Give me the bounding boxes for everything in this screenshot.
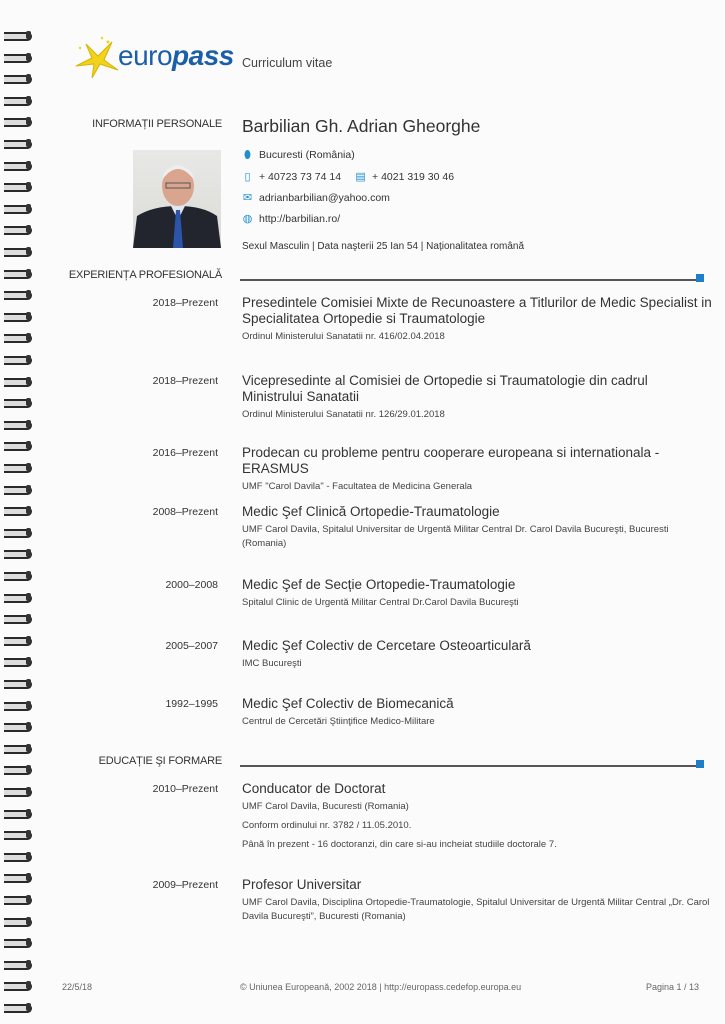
star-figure-icon	[72, 36, 122, 80]
binding-coil	[4, 937, 38, 947]
location-row	[242, 149, 355, 161]
entry-date: 2000–2008	[165, 579, 218, 591]
binding-coil	[4, 224, 38, 234]
entry-date: 2018–Prezent	[152, 297, 218, 309]
binding-coil	[4, 548, 38, 558]
education-heading: EDUCAȚIE ŞI FORMARE	[98, 755, 222, 767]
experience-heading: EXPERIENȚA PROFESIONALĂ	[68, 269, 222, 281]
entry-detail: Ordinul Ministerului Sanatatii nr. 416/02.04.2018	[242, 331, 445, 342]
entry-title: Prodecan cu probleme pentru cooperare europeana si internationala - ERASMUS	[242, 445, 660, 476]
europass-logo	[72, 36, 232, 80]
binding-coil	[4, 808, 38, 818]
website-row	[242, 213, 340, 225]
binding-coil	[4, 721, 38, 731]
binding-coil	[4, 678, 38, 688]
document-title: Curriculum vitae	[242, 56, 333, 70]
footer-date: 22/5/18	[62, 982, 93, 992]
footer-copyright: © Uniunea Europeană, 2002 2018 | http://europass.cedefop.europa.eu	[240, 982, 522, 992]
binding-coil	[4, 786, 38, 796]
divider-marker	[696, 760, 704, 768]
entry-detail: UMF "Carol Davila" - Facultatea de Medicina Generala	[242, 481, 473, 492]
entry-detail: IMC Bucureşti	[242, 658, 302, 669]
binding-coil	[4, 484, 38, 494]
binding-coil	[4, 505, 38, 515]
person-photo-icon	[133, 150, 221, 248]
binding-coil	[4, 95, 38, 105]
landline-phone-icon: ▤	[355, 170, 366, 183]
binding-coil	[4, 397, 38, 407]
binding-coil	[4, 52, 38, 62]
entry-title: Medic Şef Colectiv de Biomecanică	[242, 696, 454, 711]
entry-title: Medic Şef Colectiv de Cercetare Osteoarticulară	[242, 638, 531, 653]
entry-detail: UMF Carol Davila, Disciplina Ortopedie-Traumatologie, Spitalul Universitar de Urgentă Militar Central „Dr. Carol Davila Bucureşti”, Bucuresti (Romania)	[242, 897, 710, 922]
entry-title: Profesor Universitar	[242, 877, 362, 892]
binding-coil	[4, 851, 38, 861]
divider-marker	[696, 274, 704, 282]
entry-date: 1992–1995	[165, 698, 218, 710]
binding-coil	[4, 635, 38, 645]
entry-date: 2008–Prezent	[152, 506, 218, 518]
email-row	[242, 192, 390, 204]
entry-detail: Până în prezent - 16 doctoranzi, din care si-au incheiat studiile doctorale 7.	[242, 839, 557, 850]
entry-title: Medic Şef Clinică Ortopedie-Traumatologie	[242, 504, 500, 519]
binding-coil	[4, 980, 38, 990]
binding-coil	[4, 160, 38, 170]
binding-coil	[4, 743, 38, 753]
person-name: Barbilian Gh. Adrian Gheorghe	[242, 116, 481, 136]
binding-coil	[4, 268, 38, 278]
binding-coil	[4, 419, 38, 429]
binding-coil	[4, 764, 38, 774]
binding-coil	[4, 181, 38, 191]
entry-date: 2009–Prezent	[152, 879, 218, 891]
entry-detail: UMF Carol Davila, Spitalul Universitar de Urgentă Militar Central Dr. Carol Davila Bucureşti, Bucuresti (Romania)	[242, 524, 669, 549]
entry-detail: UMF Carol Davila, Bucuresti (Romania)	[242, 801, 409, 812]
logo-text: europass	[118, 40, 234, 71]
binding-coil	[4, 592, 38, 602]
email-address[interactable]: adrianbarbilian@yahoo.com	[259, 192, 390, 204]
entry-title: Vicepresedinte al Comisiei de Ortopedie si Traumatologie din cadrul Ministrului Sanatatii	[242, 373, 648, 404]
binding-coil	[4, 440, 38, 450]
binding-coil	[4, 959, 38, 969]
entry-detail: Ordinul Ministerului Sanatatii nr. 126/29.01.2018	[242, 409, 445, 420]
binding-coil	[4, 246, 38, 256]
binding-coil	[4, 73, 38, 83]
entry-title: Conducator de Doctorat	[242, 781, 386, 796]
entry-title: Presedintele Comisiei Mixte de Recunoastere a Titlurilor de Medic Specialist in Specialitatea Ortopedie si Traumatologie	[242, 295, 712, 326]
education-divider	[240, 765, 700, 767]
entry-date: 2018–Prezent	[152, 375, 218, 387]
experience-divider	[240, 279, 700, 281]
location-text: Bucuresti (România)	[259, 149, 355, 161]
mobile-number: + 40723 73 74 14	[259, 171, 342, 183]
entry-date: 2010–Prezent	[152, 783, 218, 795]
binding-coil	[4, 376, 38, 386]
binding-coil	[4, 570, 38, 580]
binding-coil	[4, 916, 38, 926]
binding-coil	[4, 138, 38, 148]
binding-coil	[4, 613, 38, 623]
spiral-binding	[0, 0, 42, 1024]
binding-coil	[4, 894, 38, 904]
phone-number: + 4021 319 30 46	[372, 171, 455, 183]
binding-coil	[4, 116, 38, 126]
website-link[interactable]: http://barbilian.ro/	[259, 213, 341, 225]
binding-coil	[4, 203, 38, 213]
footer-page-number: Pagina 1 / 13	[646, 982, 700, 992]
email-icon: ✉	[242, 191, 253, 204]
binding-coil	[4, 829, 38, 839]
personal-info-heading: INFORMAȚII PERSONALE	[92, 118, 222, 130]
profile-photo	[133, 150, 221, 248]
entry-detail: Spitalul Clinic de Urgentă Militar Central Dr.Carol Davila Bucureşti	[242, 597, 519, 608]
entry-title: Medic Şef de Secție Ortopedie-Traumatologie	[242, 577, 516, 592]
binding-coil	[4, 1002, 38, 1012]
binding-coil	[4, 700, 38, 710]
entry-date: 2016–Prezent	[152, 447, 218, 459]
binding-coil	[4, 332, 38, 342]
entry-date: 2005–2007	[165, 640, 218, 652]
binding-coil	[4, 311, 38, 321]
binding-coil	[4, 354, 38, 364]
mobile-phone-icon: ▯	[244, 170, 251, 183]
binding-coil	[4, 289, 38, 299]
personal-details: Sexul Masculin | Data naşterii 25 Ian 54 | Naționalitatea română	[242, 241, 525, 252]
globe-icon: ◍	[242, 212, 253, 225]
binding-coil	[4, 30, 38, 40]
entry-detail: Conform ordinului nr. 3782 / 11.05.2010.	[242, 820, 412, 831]
binding-coil	[4, 527, 38, 537]
location-pin-icon: ⬮	[244, 148, 251, 161]
binding-coil	[4, 462, 38, 472]
phone-row	[242, 171, 454, 183]
binding-coil	[4, 872, 38, 882]
entry-detail: Centrul de Cercetări Ştiinţifice Medico-Militare	[242, 716, 435, 727]
binding-coil	[4, 656, 38, 666]
